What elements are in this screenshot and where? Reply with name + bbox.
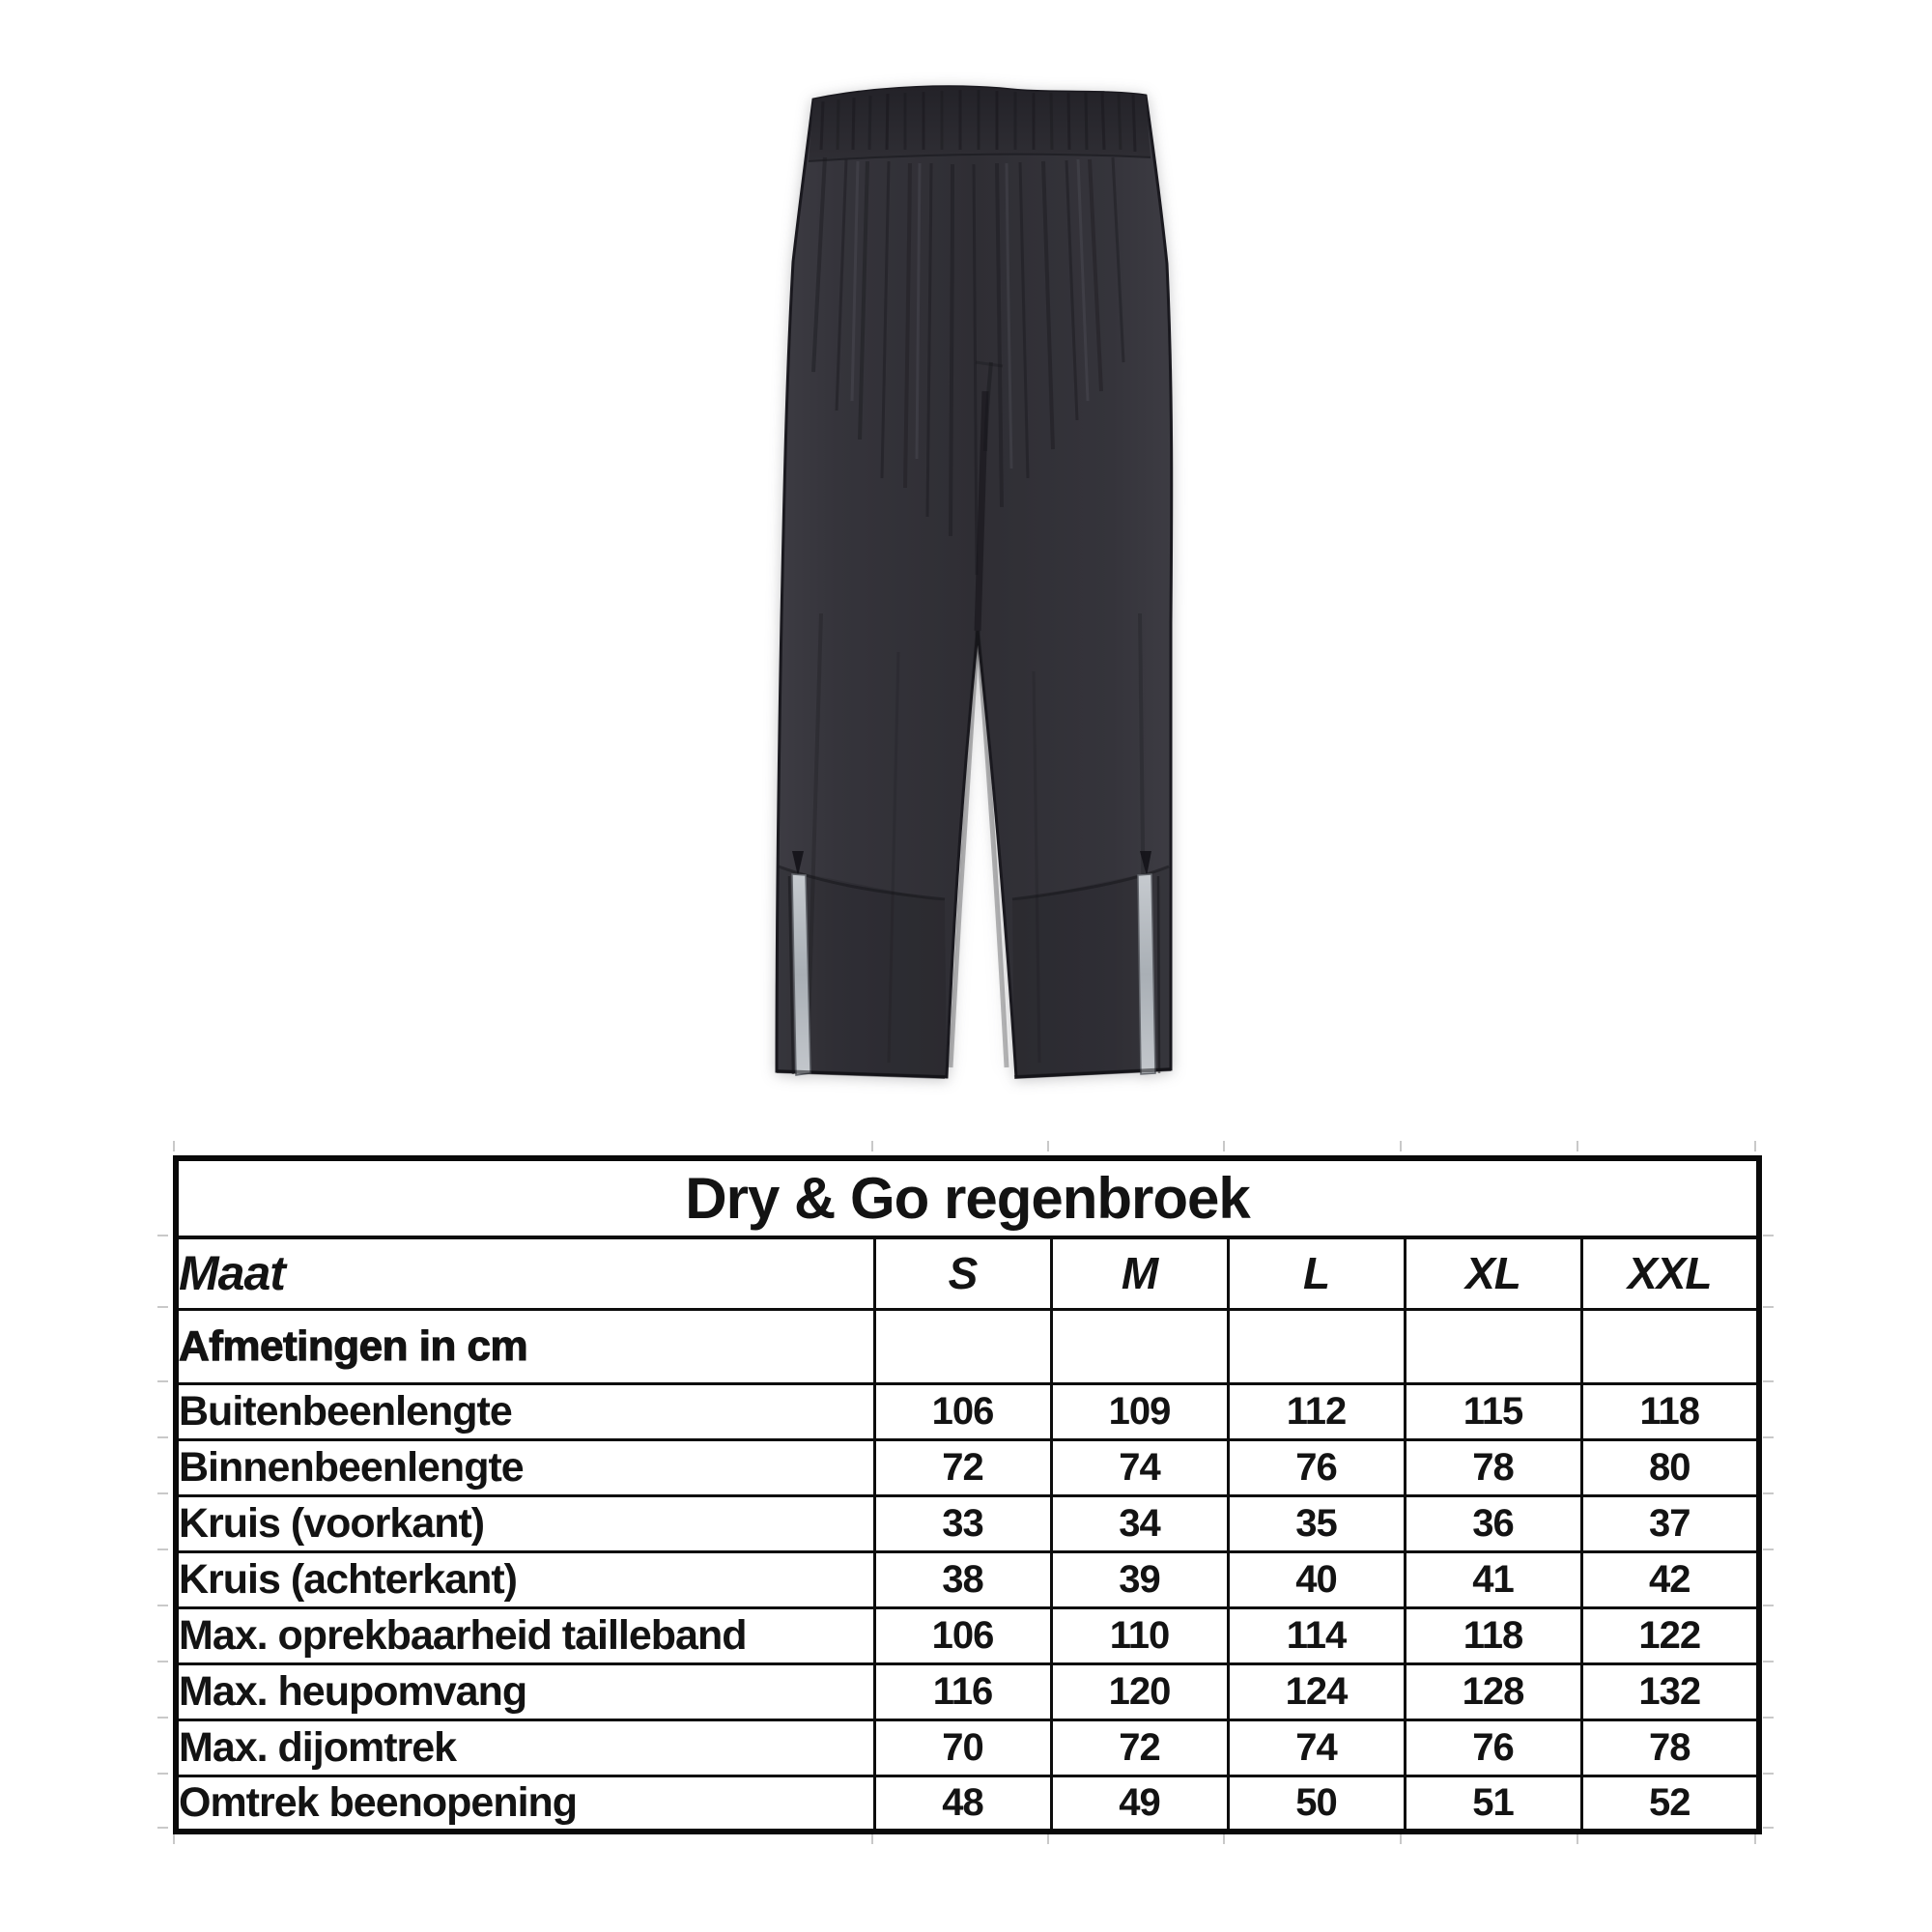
right-reflective-strip [1138, 874, 1155, 1074]
gridline-tick [1754, 1833, 1756, 1844]
gridline-tick [1223, 1141, 1225, 1151]
size-table-grid [173, 1155, 1762, 1834]
size-table-body [176, 1158, 1759, 1832]
gridline-tick [871, 1833, 873, 1844]
section-header-row [176, 1309, 1759, 1383]
row-value: 74 [1228, 1719, 1405, 1776]
gridline-tick [1763, 1492, 1774, 1494]
row-label: Max. oprekbaarheid tailleband [176, 1607, 874, 1663]
gridline-tick [157, 1492, 168, 1494]
row-value: 41 [1405, 1551, 1581, 1607]
empty-cell [1405, 1309, 1581, 1383]
row-value: 34 [1051, 1495, 1228, 1551]
gridline-tick [157, 1380, 168, 1382]
row-value: 118 [1405, 1607, 1581, 1663]
row-value: 37 [1581, 1495, 1759, 1551]
row-value: 115 [1405, 1383, 1581, 1439]
measurement-row [176, 1551, 1759, 1607]
row-value: 48 [874, 1776, 1051, 1832]
row-label: Kruis (achterkant) [176, 1551, 874, 1607]
size-col-header-m: M [1051, 1237, 1228, 1309]
rain-pants-product-photo [753, 72, 1188, 1087]
size-row-label: Maat [176, 1237, 874, 1309]
gridline-tick [1400, 1141, 1402, 1151]
row-value: 109 [1051, 1383, 1228, 1439]
empty-cell [1581, 1309, 1759, 1383]
row-value: 42 [1581, 1551, 1759, 1607]
row-label: Kruis (voorkant) [176, 1495, 874, 1551]
row-value: 124 [1228, 1663, 1405, 1719]
gridline-tick [1763, 1717, 1774, 1719]
gridline-tick [1047, 1833, 1049, 1844]
gridline-tick [1763, 1827, 1774, 1829]
row-value: 76 [1228, 1439, 1405, 1495]
row-value: 78 [1581, 1719, 1759, 1776]
row-value: 70 [874, 1719, 1051, 1776]
row-label: Omtrek beenopening [176, 1776, 874, 1832]
gridline-tick [1763, 1548, 1774, 1550]
gridline-tick [157, 1548, 168, 1550]
gridline-tick [1763, 1306, 1774, 1308]
row-value: 74 [1051, 1439, 1228, 1495]
gridline-tick [157, 1773, 168, 1775]
gridline-tick [173, 1141, 175, 1151]
gridline-tick [1577, 1141, 1578, 1151]
row-value: 39 [1051, 1551, 1228, 1607]
gridline-tick [1763, 1773, 1774, 1775]
row-value: 112 [1228, 1383, 1405, 1439]
row-value: 78 [1405, 1439, 1581, 1495]
row-value: 118 [1581, 1383, 1759, 1439]
row-label: Buitenbeenlengte [176, 1383, 874, 1439]
table-title: Dry & Go regenbroek [176, 1158, 1759, 1237]
row-value: 122 [1581, 1607, 1759, 1663]
row-value: 36 [1405, 1495, 1581, 1551]
row-value: 72 [874, 1439, 1051, 1495]
gridline-tick [1400, 1833, 1402, 1844]
gridline-tick [1047, 1141, 1049, 1151]
row-value: 106 [874, 1607, 1051, 1663]
row-value: 40 [1228, 1551, 1405, 1607]
row-value: 128 [1405, 1663, 1581, 1719]
row-value: 114 [1228, 1607, 1405, 1663]
row-value: 49 [1051, 1776, 1228, 1832]
gridline-tick [1763, 1235, 1774, 1236]
empty-cell [1051, 1309, 1228, 1383]
row-label: Binnenbeenlengte [176, 1439, 874, 1495]
measurement-row [176, 1607, 1759, 1663]
row-value: 120 [1051, 1663, 1228, 1719]
size-col-header-s: S [874, 1237, 1051, 1309]
size-col-header-l: L [1228, 1237, 1405, 1309]
measurement-row [176, 1383, 1759, 1439]
gridline-tick [157, 1827, 168, 1829]
gridline-tick [157, 1436, 168, 1438]
gridline-tick [157, 1605, 168, 1606]
row-value: 33 [874, 1495, 1051, 1551]
gridline-tick [173, 1833, 175, 1844]
row-value: 38 [874, 1551, 1051, 1607]
row-value: 132 [1581, 1663, 1759, 1719]
gridline-tick [1754, 1141, 1756, 1151]
row-value: 110 [1051, 1607, 1228, 1663]
gridline-tick [1577, 1833, 1578, 1844]
row-label: Max. dijomtrek [176, 1719, 874, 1776]
measurement-row [176, 1719, 1759, 1776]
row-value: 50 [1228, 1776, 1405, 1832]
section-header: Afmetingen in cm [176, 1309, 874, 1383]
size-table [173, 1155, 1762, 1834]
measurement-row [176, 1439, 1759, 1495]
gridline-tick [1763, 1436, 1774, 1438]
table-title-row [176, 1158, 1759, 1237]
row-value: 76 [1405, 1719, 1581, 1776]
row-value: 52 [1581, 1776, 1759, 1832]
measurement-row [176, 1495, 1759, 1551]
row-value: 72 [1051, 1719, 1228, 1776]
size-col-header-xxl: XXL [1581, 1237, 1759, 1309]
row-value: 35 [1228, 1495, 1405, 1551]
measurement-row [176, 1663, 1759, 1719]
empty-cell [874, 1309, 1051, 1383]
measurement-row [176, 1776, 1759, 1832]
row-label: Max. heupomvang [176, 1663, 874, 1719]
gridline-tick [1763, 1661, 1774, 1662]
gridline-tick [871, 1141, 873, 1151]
row-value: 106 [874, 1383, 1051, 1439]
gridline-tick [1223, 1833, 1225, 1844]
empty-cell [1228, 1309, 1405, 1383]
row-value: 116 [874, 1663, 1051, 1719]
size-header-row [176, 1237, 1759, 1309]
size-col-header-xl: XL [1405, 1237, 1581, 1309]
row-value: 80 [1581, 1439, 1759, 1495]
gridline-tick [1763, 1380, 1774, 1382]
row-value: 51 [1405, 1776, 1581, 1832]
gridline-tick [157, 1661, 168, 1662]
gridline-tick [157, 1717, 168, 1719]
gridline-tick [157, 1235, 168, 1236]
gridline-tick [157, 1306, 168, 1308]
gridline-tick [1763, 1605, 1774, 1606]
